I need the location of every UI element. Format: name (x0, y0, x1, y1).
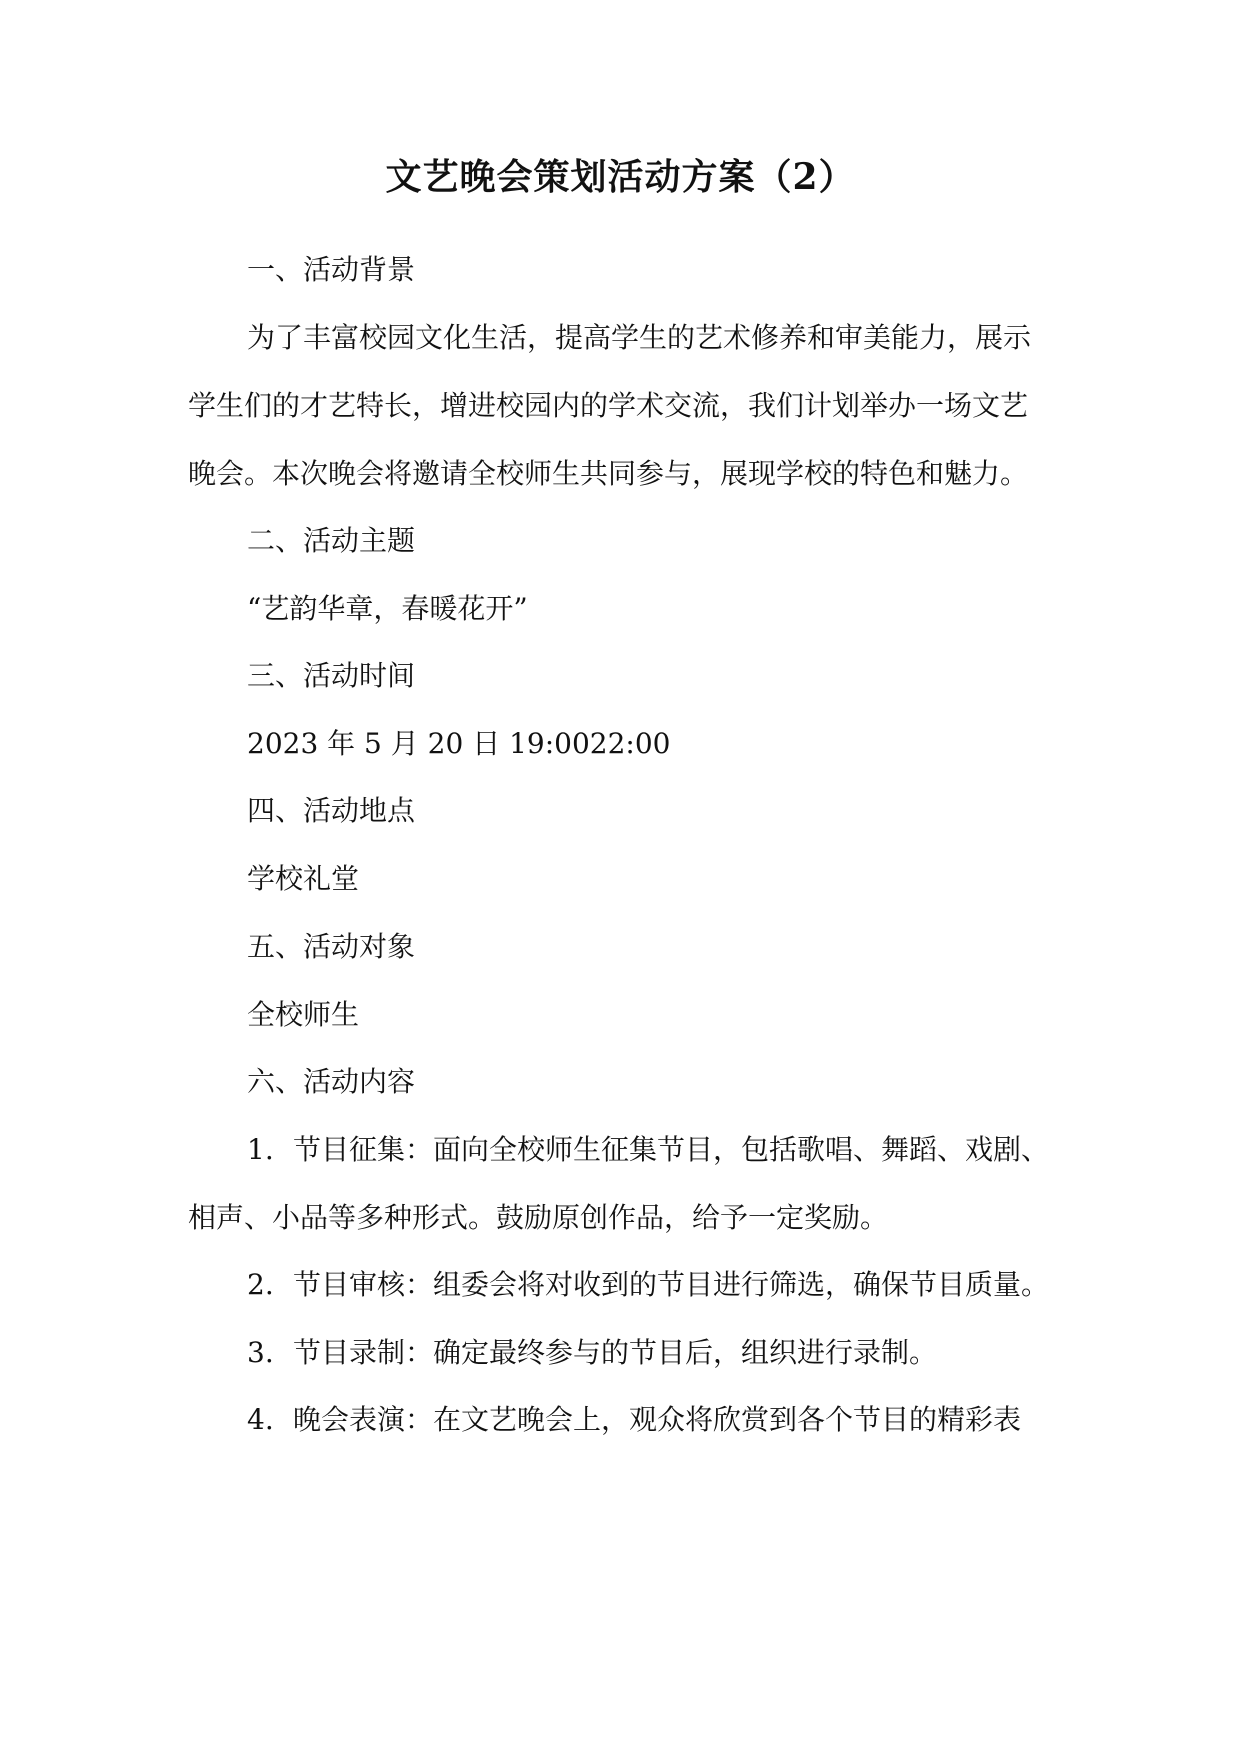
list-number: 4. (247, 1403, 274, 1436)
list-number: 3. (247, 1336, 274, 1369)
audience-text: 全校师生 (247, 998, 360, 1031)
section-heading-time: 三、活动时间 (247, 659, 416, 692)
list-text: 节目录制：确定最终参与的节目后，组织进行录制。 (293, 1336, 938, 1369)
section-heading-location: 四、活动地点 (247, 794, 416, 827)
list-item (247, 1130, 1127, 1170)
list-item-continuation (188, 1198, 1068, 1238)
list-item (247, 1333, 1127, 1373)
location-text: 学校礼堂 (247, 862, 360, 895)
section-heading-audience: 五、活动对象 (247, 930, 416, 963)
list-text: 晚会表演：在文艺晚会上，观众将欣赏到各个节目的精彩表 (293, 1403, 1022, 1436)
list-number: 2. (247, 1268, 274, 1301)
paragraph-line: 晚会。本次晚会将邀请全校师生共同参与，展现学校的特色和魅力。 (188, 457, 1029, 490)
theme-text: “艺韵华章，春暖花开” (247, 592, 528, 625)
document-title: 文艺晚会策划活动方案（2） (385, 156, 856, 198)
list-item (247, 1265, 1127, 1305)
time-text: 2023 年 5 月 20 日 19:0022:00 (247, 727, 671, 760)
section-heading-content: 六、活动内容 (247, 1065, 416, 1098)
paragraph-line: 学生们的才艺特长，增进校园内的学术交流，我们计划举办一场文艺 (188, 389, 1029, 422)
list-text: 相声、小品等多种形式。鼓励原创作品，给予一定奖励。 (188, 1201, 889, 1234)
list-text: 节目征集：面向全校师生征集节目，包括歌唱、舞蹈、戏剧、 (293, 1133, 1050, 1166)
list-number: 1. (247, 1133, 274, 1166)
section-heading-theme: 二、活动主题 (247, 524, 416, 557)
list-item (247, 1400, 1127, 1440)
section-heading-background: 一、活动背景 (247, 253, 416, 286)
paragraph-line: 为了丰富校园文化生活，提高学生的艺术修养和审美能力，展示 (247, 321, 1032, 354)
list-text: 节目审核：组委会将对收到的节目进行筛选，确保节目质量。 (293, 1268, 1050, 1301)
